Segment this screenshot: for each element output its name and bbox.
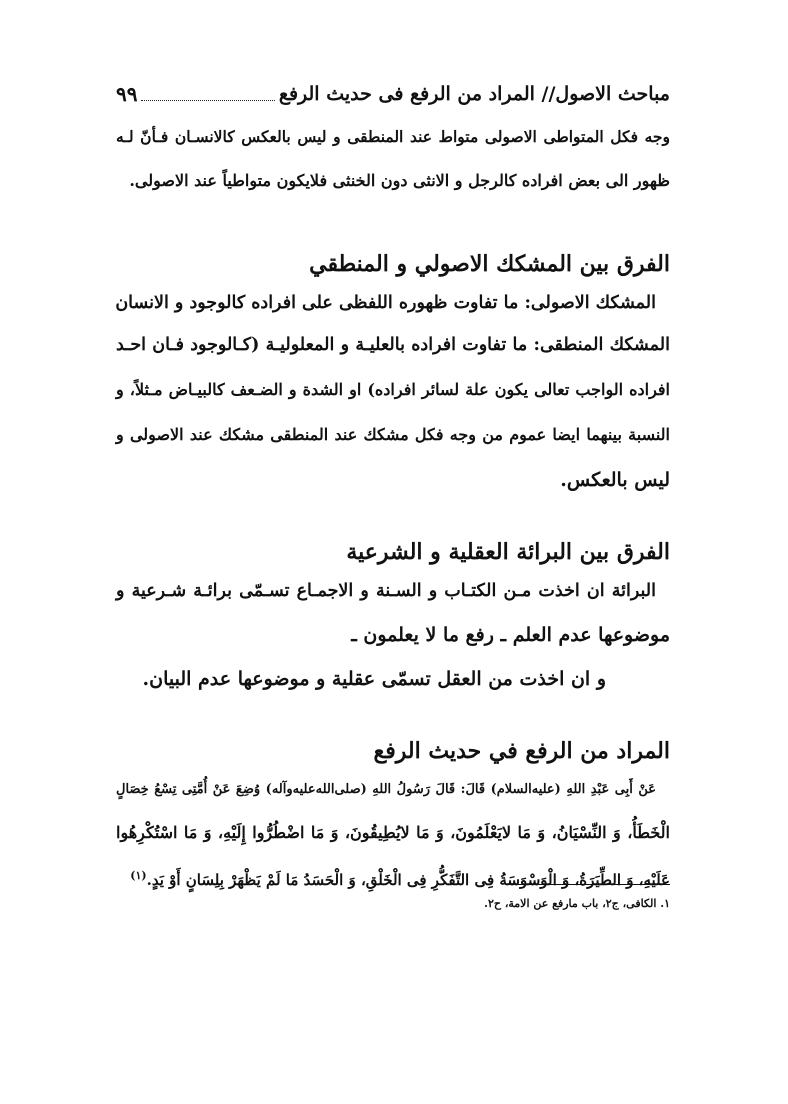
hadith-line-3	[116, 861, 670, 895]
section2-line-1: البرائة ان اخذت مـن الكتـاب و السـنة و الاجمـاع تسـمّى برائـة شـرعية و	[116, 581, 656, 601]
footnote-separator	[508, 884, 670, 885]
section1-line-1: المشكك الاصولى: ما تفاوت ظهوره اللفظى على افراده كالوجود و الانسان	[115, 293, 656, 313]
section2-line-2: موضوعها عدم العلم ـ رفع ما لا يعلمون ـ	[351, 624, 670, 646]
running-header	[116, 78, 670, 110]
section2-line-3: و ان اخذت من العقل تسمّى عقلية و موضوعها عدم البيان.	[142, 668, 606, 690]
intro-line-2: ظهور الى بعض افراده كالرجل و الانثى دون الخنثى فلايكون متواطياً عند الاصولى.	[129, 171, 670, 190]
hadith-line-2: الْخَطَأُ، وَ النِّسْيَانُ، وَ مَا لايَعْلَمُونَ، وَ مَا لايُطِيقُونَ، وَ مَا اضْطُرُّوا إِلَيْهِ، وَ مَا اسْتُكْرِهُوا	[116, 823, 670, 842]
section1-line-2: المشكك المنطقى: ما تفاوت افراده بالعليـة و المعلوليـة (كـالوجود فـان احـد	[116, 335, 670, 355]
page-number: ۹۹	[116, 82, 138, 106]
footnote-marker: (۱)	[130, 869, 147, 882]
header-dot-leader	[141, 88, 274, 101]
section-heading-mushakkik: الفرق بين المشكك الاصولي و المنطقي	[309, 251, 670, 277]
hadith-line-1: عَنْ أَبِى عَبْدِ اللهِ (علیه‌السلام) قَالَ: قَالَ رَسُولُ اللهِ (صلی‌الله‌علیه‌وآله) وُضِعَ عَنْ أُمَّتِى تِسْعُ خِصَالٍ	[116, 782, 656, 797]
section-heading-baraa: الفرق بين البرائة العقلية و الشرعية	[346, 539, 670, 565]
hadith-line-3-text: عَلَيْهِ، وَ الطِّيَرَةُ، وَ الْوَسْوَسَةُ فِى التَّفَكُّرِ فِى الْخَلْقِ، وَ الْحَسَدُ مَا لَمْ يَظْهَرْ بِلِسَانٍ أَوْ يَدٍ.	[146, 871, 670, 889]
footnote-text: ۱. الکافی، ج۲، باب مارفع عن الامة، ح۲.	[484, 897, 670, 910]
running-title: مباحث الاصول// المراد من الرفع فی حدیث الرفع	[278, 83, 670, 105]
section-heading-hadith-raf: المراد من الرفع في حديث الرفع	[373, 738, 670, 764]
section1-line-5: ليس بالعكس.	[560, 469, 670, 491]
intro-line-1: وجه فكل المتواطى الاصولى متواط عند المنطقى و ليس بالعكس كالانسـان فـأنّ لـه	[116, 127, 670, 146]
section1-line-3: افراده الواجب تعالى يكون علة لسائر افراده) او الشدة و الضـعف كالبيـاض مـثلاً، و	[116, 380, 671, 399]
section1-line-4: النسبة بينهما ايضا عموم من وجه فكل مشكك عند المنطقى مشكك عند الاصولى و	[116, 425, 671, 444]
